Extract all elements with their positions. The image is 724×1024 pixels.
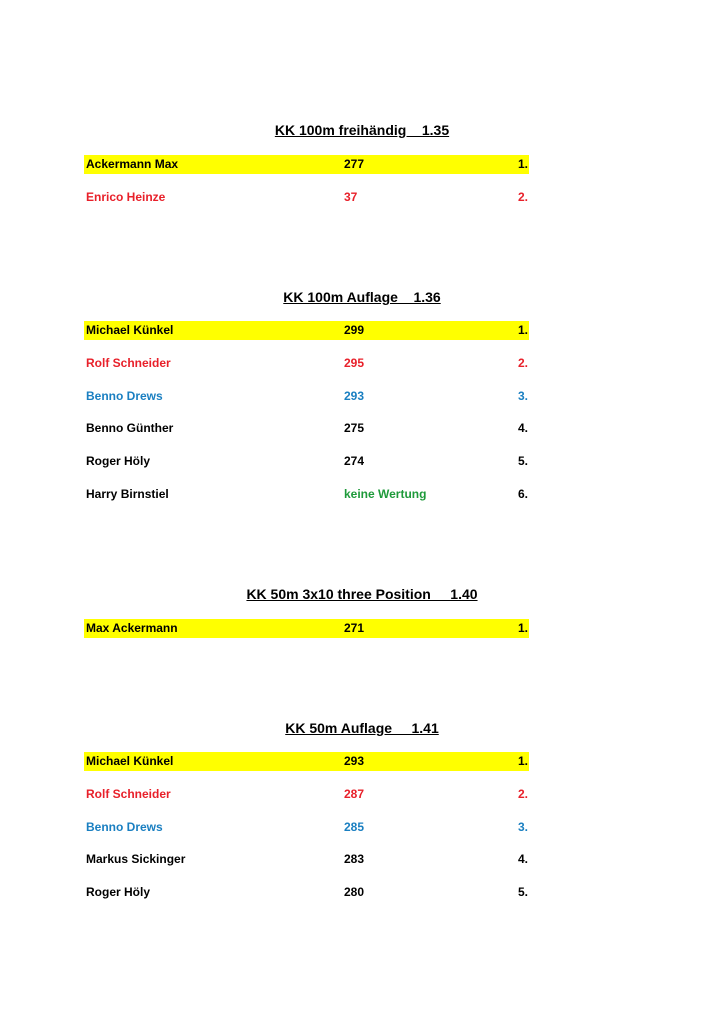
shooter-rank: 4.	[517, 421, 528, 435]
shooter-score: 277	[344, 157, 365, 171]
shooter-name: Benno Drews	[86, 389, 163, 403]
shooter-score: 274	[344, 454, 365, 468]
shooter-score: 271	[344, 621, 365, 635]
result-row	[84, 321, 529, 340]
shooter-name: Benno Günther	[86, 421, 174, 435]
shooter-name: Enrico Heinze	[86, 190, 166, 204]
shooter-score: 283	[344, 852, 365, 866]
result-row	[84, 785, 529, 804]
shooter-rank: 1.	[517, 754, 528, 768]
shooter-score: 275	[344, 421, 365, 435]
result-row	[84, 419, 529, 438]
shooter-name: Rolf Schneider	[86, 787, 171, 801]
result-row	[84, 155, 529, 174]
shooter-score: 295	[344, 356, 365, 370]
result-row	[84, 850, 529, 869]
result-row	[84, 387, 529, 406]
shooter-rank: 3.	[517, 389, 528, 403]
shooter-score: 293	[344, 754, 365, 768]
shooter-name: Michael Künkel	[86, 323, 174, 337]
shooter-rank: 1.	[517, 323, 528, 337]
section-title-kk-50m-3x10: KK 50m 3x10 three Position 1.40	[246, 586, 478, 602]
shooter-name: Roger Höly	[86, 885, 151, 899]
result-row	[84, 485, 529, 504]
shooter-rank: 2.	[517, 190, 528, 204]
shooter-rank: 1.	[517, 157, 528, 171]
shooter-name: Harry Birnstiel	[86, 487, 169, 501]
result-row	[84, 354, 529, 373]
shooter-rank: 1.	[517, 621, 528, 635]
shooter-score: 293	[344, 389, 365, 403]
shooter-name: Rolf Schneider	[86, 356, 171, 370]
shooter-rank: 6.	[517, 487, 528, 501]
shooter-rank: 3.	[517, 820, 528, 834]
shooter-rank: 5.	[517, 885, 528, 899]
result-row	[84, 818, 529, 837]
section-title-kk-50m-auflage: KK 50m Auflage 1.41	[285, 720, 439, 736]
shooter-score-no-rating: keine Wertung	[344, 487, 427, 501]
shooter-name: Ackermann Max	[86, 157, 179, 171]
shooter-name: Max Ackermann	[86, 621, 178, 635]
shooter-name: Markus Sickinger	[86, 852, 186, 866]
section-title-kk-100m-freihaendig: KK 100m freihändig 1.35	[274, 122, 450, 138]
result-row	[84, 619, 529, 638]
shooter-rank: 2.	[517, 356, 528, 370]
shooter-rank: 5.	[517, 454, 528, 468]
shooter-name: Benno Drews	[86, 820, 163, 834]
shooter-name: Michael Künkel	[86, 754, 174, 768]
shooter-score: 280	[344, 885, 365, 899]
shooter-rank: 4.	[517, 852, 528, 866]
result-row	[84, 752, 529, 771]
section-title-kk-100m-auflage: KK 100m Auflage 1.36	[283, 289, 441, 305]
shooter-score: 299	[344, 323, 365, 337]
result-row	[84, 188, 529, 207]
shooter-score: 287	[344, 787, 365, 801]
shooter-name: Roger Höly	[86, 454, 151, 468]
result-row	[84, 452, 529, 471]
shooter-score: 285	[344, 820, 365, 834]
shooter-score: 37	[344, 190, 358, 204]
shooter-rank: 2.	[517, 787, 528, 801]
result-row	[84, 883, 529, 902]
